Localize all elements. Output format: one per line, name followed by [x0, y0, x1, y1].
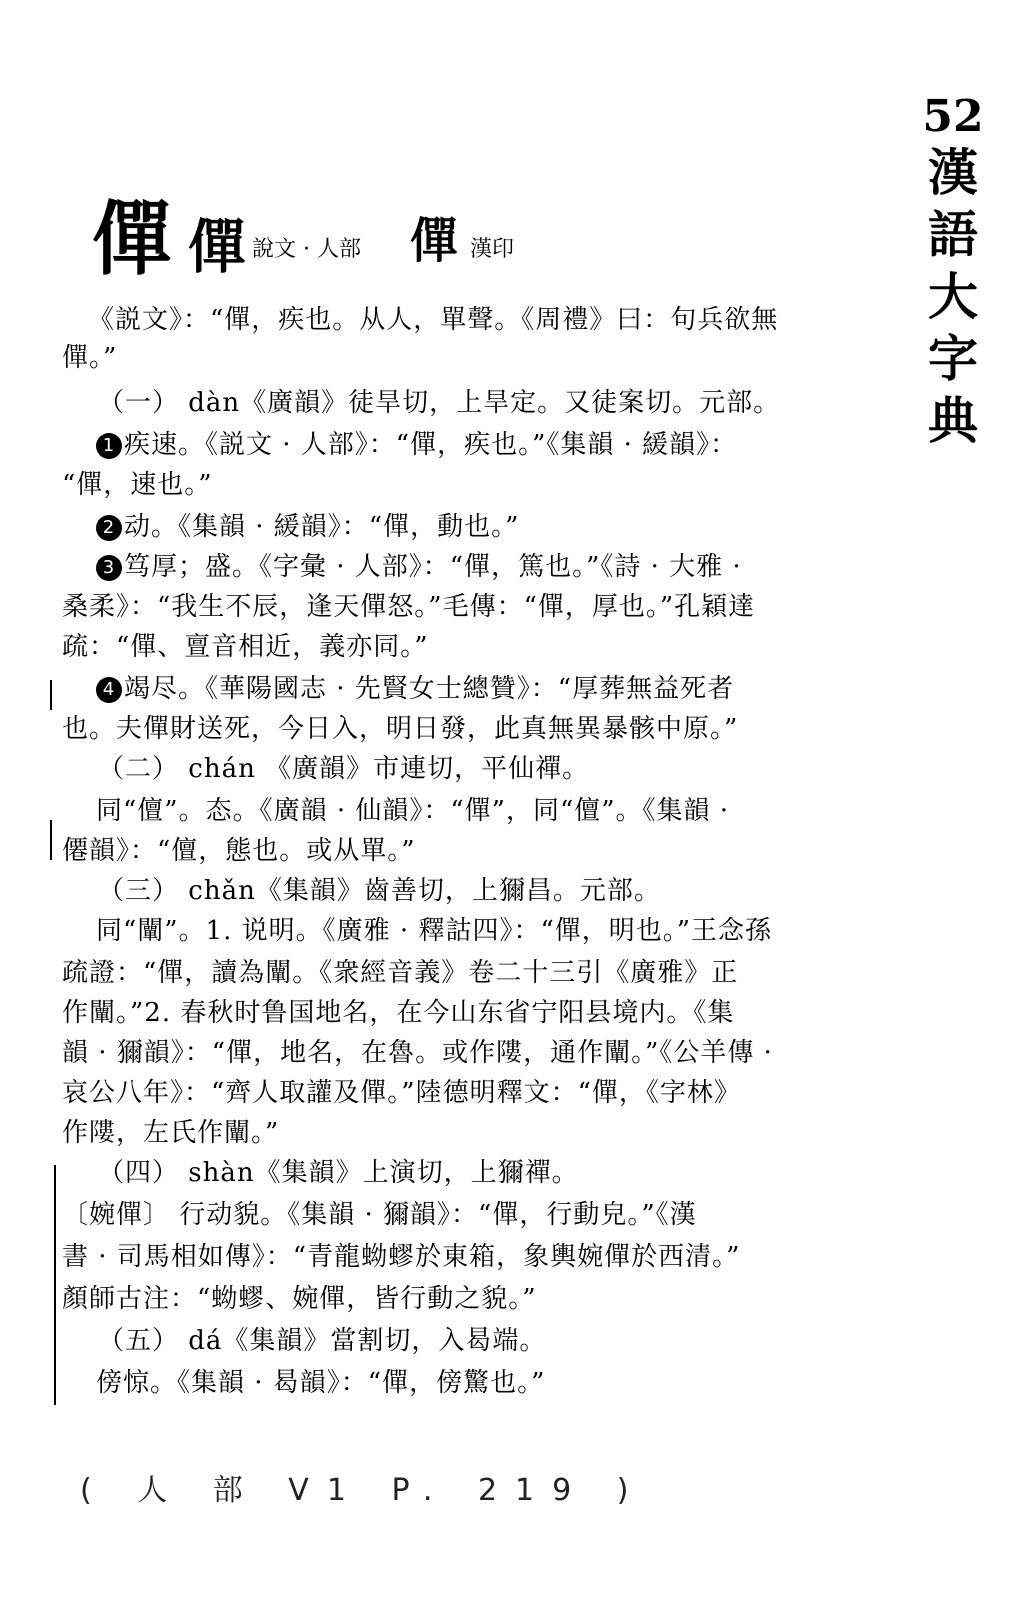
title-char: 典 — [928, 391, 978, 450]
text-line: 动。《集韻 · 緩韻》：“僤，動也。” — [124, 512, 520, 542]
text-line: 傍惊。《集韻 · 曷韻》：“僤，傍驚也。” — [96, 1368, 546, 1398]
text-line: 作𨻻，左氏作闡。” — [62, 1118, 280, 1148]
text-line: 疏證：“僤，讀為闡。《衆經音義》卷二十三引《廣雅》正 — [62, 958, 739, 988]
margin-mark — [50, 820, 52, 860]
text-line: “僤，速也。” — [62, 470, 213, 500]
seal-source: 說文 · 人部 — [252, 237, 361, 262]
text-line: 疏：“僤、亶音相近，義亦同。” — [62, 632, 429, 662]
sense-marker: 1 — [96, 433, 122, 459]
text-line: 書 · 司馬相如傳》：“青龍蚴蟉於東箱，象輿婉僤於西清。” — [62, 1242, 741, 1272]
text-line: 顏師古注：“蚴蟉、婉僤，皆行動之貌。” — [62, 1284, 537, 1314]
sense-marker: 4 — [96, 677, 122, 703]
sense-marker: 2 — [96, 515, 122, 541]
text-line: （四） shàn《集韻》上演切，上獮禪。 — [98, 1158, 579, 1188]
text-line: 僤。” — [62, 343, 118, 373]
text-line: 竭尽。《華陽國志 · 先賢女士總贊》：“厚葬無益死者 — [124, 674, 735, 704]
text-line: （五） dá《集韻》當割切，入曷端。 — [98, 1326, 547, 1356]
text-line: 作闡。”2. 春秋时鲁国地名，在今山东省宁阳县境内。《集 — [62, 998, 735, 1028]
headword-char: 僤 — [92, 192, 172, 286]
text-line: （二） chán 《廣韻》市連切，平仙禪。 — [98, 754, 590, 784]
seal-glyph-2: 僤 — [410, 213, 459, 269]
text-line: 《説文》：“僤，疾也。从人，單聲。《周禮》曰：句兵欲無 — [88, 305, 779, 335]
text-line: 笃厚；盛。《字彙 · 人部》：“僤，篤也。”《詩 · 大雅 · — [124, 552, 742, 582]
margin-mark — [50, 680, 52, 710]
text-line: 桑柔》：“我生不辰，逢天僤怒。”毛傳：“僤，厚也。”孔穎達 — [62, 592, 756, 622]
text-line: 〔婉僤〕 行动貌。《集韻 · 獮韻》：“僤，行動皃。”《漢 — [62, 1200, 697, 1230]
text-line: 疾速。《説文 · 人部》：“僤，疾也。”《集韻 · 緩韻》： — [124, 430, 738, 460]
title-char: 字 — [928, 329, 978, 388]
dictionary-title — [918, 92, 988, 452]
text-line: 韻 · 獮韻》：“僤，地名，在魯。或作𨻻，通作闡。”《公羊傳 · — [62, 1038, 773, 1068]
seal-glyph: 僤 — [188, 213, 247, 281]
text-line: （一） dàn《廣韻》徒旱切，上旱定。又徒案切。元部。 — [98, 388, 781, 418]
text-line: （三） chǎn《集韻》齒善切，上獮昌。元部。 — [98, 876, 661, 906]
volume-number: 52 — [922, 91, 984, 142]
title-char: 大 — [928, 267, 978, 326]
margin-bracket — [54, 1165, 56, 1405]
text-line: 也。夫僤財送死，今日入，明日發，此真無異暴骸中原。” — [62, 714, 739, 744]
text-line: 哀公八年》：“齊人取讙及僤。”陸德明釋文：“僤，《字林》 — [62, 1078, 741, 1108]
sense-marker: 3 — [96, 555, 122, 581]
text-line: 同“儃”。态。《廣韻 · 仙韻》：“僤”，同“儃”。《集韻 · — [96, 796, 730, 826]
text-line: 僊韻》：“儃，態也。或从單。” — [62, 836, 416, 866]
title-char: 語 — [928, 205, 978, 264]
text-line: 同“闡”。1. 说明。《廣雅 · 釋詁四》：“僤，明也。”王念孫 — [96, 916, 773, 946]
title-char: 漢 — [928, 143, 978, 202]
seal-source-2: 漢印 — [470, 237, 515, 262]
handwritten-note: ( 人 部 V1 P. 219 ) — [80, 1473, 647, 1508]
